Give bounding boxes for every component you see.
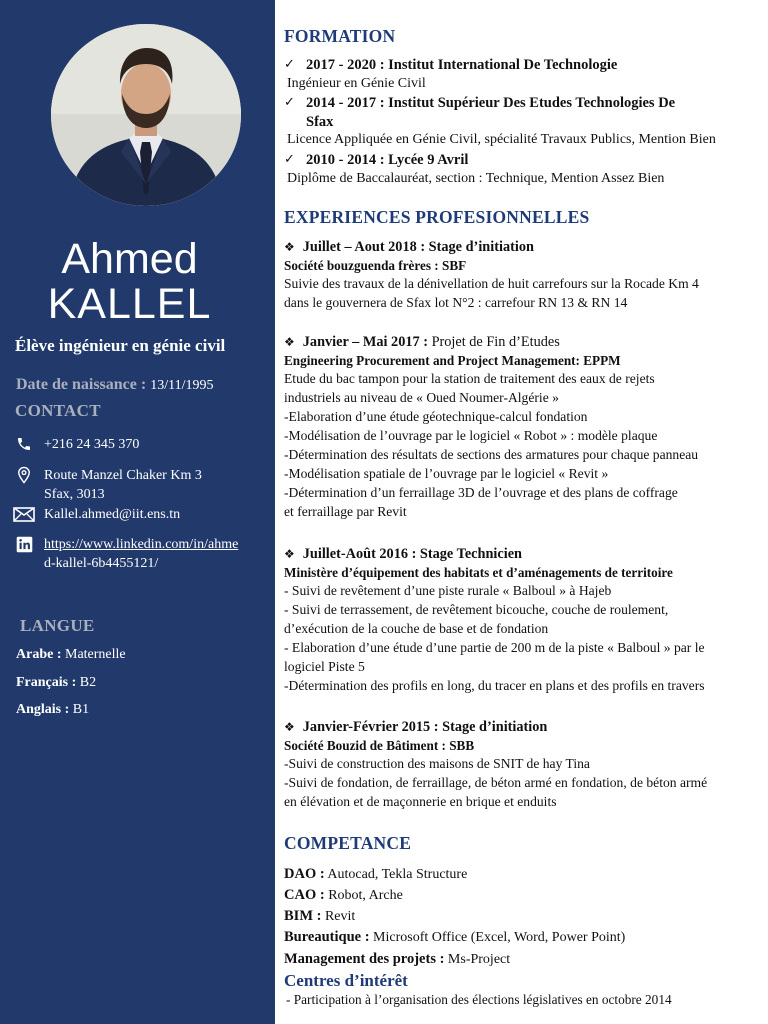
- competance-label: BIM :: [284, 908, 322, 924]
- experience-line: -Détermination d’un ferraillage 3D de l’ouvrage et des plans de coffrage: [284, 485, 678, 500]
- main-content: [284, 0, 768, 1024]
- experience-line: - Suivi de revêtement d’une piste rurale « Balboul » à Hajeb: [284, 583, 612, 598]
- experience-line: Etude du bac tampon pour la station de traitement des eaux de rejets: [284, 371, 655, 386]
- experience-company: Société bouzguenda frères : SBF: [284, 258, 467, 273]
- experience-header: [284, 238, 768, 257]
- diamond-bullet-icon: ❖: [284, 547, 295, 561]
- langue-level: B2: [79, 675, 97, 690]
- birth-date-value: 13/11/1995: [150, 378, 214, 393]
- langue-heading: LANGUE: [20, 616, 95, 635]
- formation-item: [284, 94, 766, 150]
- contact-phone: [12, 435, 139, 454]
- experience-line: d’exécution de la couche de base et de fondation: [284, 621, 549, 636]
- competance-item: [284, 929, 625, 946]
- address-text: [44, 466, 202, 504]
- diamond-bullet-icon: ❖: [284, 240, 295, 254]
- competance-value: Microsoft Office (Excel, Word, Power Point): [373, 930, 626, 945]
- formation-title-continued: Sfax: [306, 113, 334, 130]
- experience-item: [284, 238, 768, 312]
- check-icon: ✓: [284, 57, 295, 72]
- experience-item: [284, 333, 768, 521]
- diamond-bullet-icon: ❖: [284, 720, 295, 734]
- experience-line: Suivie des travaux de la dénivellation de huit carrefours sur la Rocade Km 4: [284, 276, 699, 291]
- langue-item: [16, 647, 126, 663]
- langue-level: Maternelle: [65, 647, 126, 662]
- formation-title: 2010 - 2014 : Lycée 9 Avril: [306, 152, 469, 168]
- linkedin-link[interactable]: [44, 535, 238, 573]
- formation-item: [284, 56, 766, 93]
- experience-header: [284, 545, 768, 564]
- experience-line: -Suivi de construction des maisons de SNIT de hay Tina: [284, 756, 590, 771]
- formation-heading: FORMATION: [284, 26, 396, 46]
- experience-line: et ferraillage par Revit: [284, 504, 407, 519]
- address-line-2: Sfax, 3013: [44, 487, 105, 502]
- experience-line: -Modélisation spatiale de l’ouvrage par le logiciel « Revit »: [284, 466, 609, 481]
- experience-date: Juillet – Aout 2018 :: [302, 239, 426, 255]
- contact-heading: CONTACT: [15, 401, 101, 420]
- competance-label: CAO :: [284, 887, 325, 903]
- competance-value: Autocad, Tekla Structure: [327, 867, 468, 882]
- experience-item: [284, 718, 768, 811]
- diamond-bullet-icon: ❖: [284, 335, 295, 349]
- experience-line: - Suivi de terrassement, de revêtement bicouche, couche de roulement,: [284, 602, 669, 617]
- experience-line: en élévation et de maçonnerie en brique et enduits: [284, 794, 557, 809]
- first-name: Ahmed: [61, 235, 198, 283]
- experience-title: Projet de Fin d’Etudes: [431, 334, 560, 350]
- job-role: Élève ingénieur en génie civil: [15, 336, 226, 355]
- competance-label: DAO :: [284, 866, 325, 882]
- experience-header: [284, 333, 768, 352]
- competance-value: Robot, Arche: [328, 888, 403, 903]
- linkedin-url-line-1[interactable]: https://www.linkedin.com/in/ahme: [44, 537, 239, 552]
- portrait-illustration: [51, 24, 241, 206]
- experience-line: logiciel Piste 5: [284, 659, 365, 674]
- experience-date: Janvier-Février 2015 :: [302, 719, 439, 735]
- experience-line: dans le gouvernera de Sfax lot N°2 : carrefour RN 13 & RN 14: [284, 295, 628, 310]
- formation-title: 2014 - 2017 : Institut Supérieur Des Etudes Technologies De: [306, 95, 676, 111]
- envelope-icon: [12, 505, 36, 523]
- competance-value: Revit: [324, 909, 356, 924]
- competance-item: [284, 908, 355, 925]
- experience-line: -Détermination des résultats de sections des armatures pour chaque panneau: [284, 447, 699, 462]
- formation-detail: Diplôme de Baccalauréat, section : Technique, Mention Assez Bien: [287, 170, 665, 186]
- competance-value: Ms-Project: [447, 952, 511, 967]
- formation-detail: Licence Appliquée en Génie Civil, spécialité Travaux Publics, Mention Bien: [287, 132, 716, 147]
- phone-icon: [12, 435, 36, 453]
- check-icon: ✓: [284, 95, 295, 110]
- experience-company: Société Bouzid de Bâtiment : SBB: [284, 738, 475, 753]
- experience-date: Juillet-Août 2016 :: [302, 546, 417, 562]
- competance-item: [284, 887, 403, 904]
- formation-detail: Ingénieur en Génie Civil: [287, 75, 426, 91]
- phone-number[interactable]: +216 24 345 370: [44, 437, 140, 452]
- contact-linkedin: [12, 535, 238, 573]
- experiences-heading: EXPERIENCES PROFESIONNELLES: [284, 207, 590, 227]
- birth-date-label: Date de naissance :: [16, 376, 147, 393]
- last-name: KALLEL: [47, 280, 212, 328]
- experience-line: -Elaboration d’une étude géotechnique-calcul fondation: [284, 409, 588, 424]
- formation-item: [284, 151, 766, 188]
- experience-title: Stage Technicien: [419, 546, 522, 562]
- langue-item: [16, 675, 96, 691]
- experience-item: [284, 545, 768, 695]
- experience-title: Stage d’initiation: [428, 239, 534, 255]
- competance-item: [284, 866, 467, 883]
- experience-title: Stage d’initiation: [442, 719, 548, 735]
- linkedin-url-line-2[interactable]: d-kallel-6b4455121/: [44, 556, 159, 571]
- location-pin-icon: [12, 466, 36, 484]
- contact-address: [12, 466, 202, 504]
- experience-line: -Détermination des profils en long, du tracer en plans et des profils en travers: [284, 678, 705, 693]
- address-line-1: Route Manzel Chaker Km 3: [44, 468, 202, 483]
- experience-line: - Elaboration d’une étude d’une partie de 200 m de la piste « Balboul » par le: [284, 640, 705, 655]
- profile-photo: [51, 24, 241, 206]
- competance-heading: COMPETANCE: [284, 833, 412, 853]
- langue-level: B1: [72, 702, 90, 717]
- contact-email: [12, 505, 180, 524]
- email-address[interactable]: Kallel.ahmed@iit.ens.tn: [44, 507, 181, 522]
- langue-label: Français :: [16, 675, 77, 690]
- langue-label: Arabe :: [16, 647, 62, 662]
- experience-line: industriels au niveau de « Oued Noumer-Algérie »: [284, 390, 559, 405]
- sidebar: [0, 0, 275, 1024]
- linkedin-icon: [12, 535, 36, 553]
- interets-heading: Centres d’intérêt: [284, 971, 408, 990]
- formation-title: 2017 - 2020 : Institut International De Technologie: [306, 57, 618, 73]
- experience-line: -Suivi de fondation, de ferraillage, de béton armé en fondation, de béton armé: [284, 775, 708, 790]
- experience-company: Ministère d’équipement des habitats et d’aménagements de territoire: [284, 565, 673, 580]
- langue-label: Anglais :: [16, 702, 70, 717]
- competance-label: Management des projets :: [284, 951, 445, 967]
- competance-label: Bureautique :: [284, 929, 370, 945]
- birth-date: [16, 376, 213, 394]
- experience-header: [284, 718, 768, 737]
- experience-line: -Modélisation de l’ouvrage par le logiciel « Robot » : modèle plaque: [284, 428, 658, 443]
- competance-item: [284, 951, 510, 968]
- experience-company: Engineering Procurement and Project Management: EPPM: [284, 353, 621, 368]
- experience-date: Janvier – Mai 2017 :: [302, 334, 428, 350]
- langue-item: [16, 702, 89, 718]
- interets-item: - Participation à l’organisation des élections législatives en octobre 2014: [286, 992, 672, 1007]
- check-icon: ✓: [284, 152, 295, 167]
